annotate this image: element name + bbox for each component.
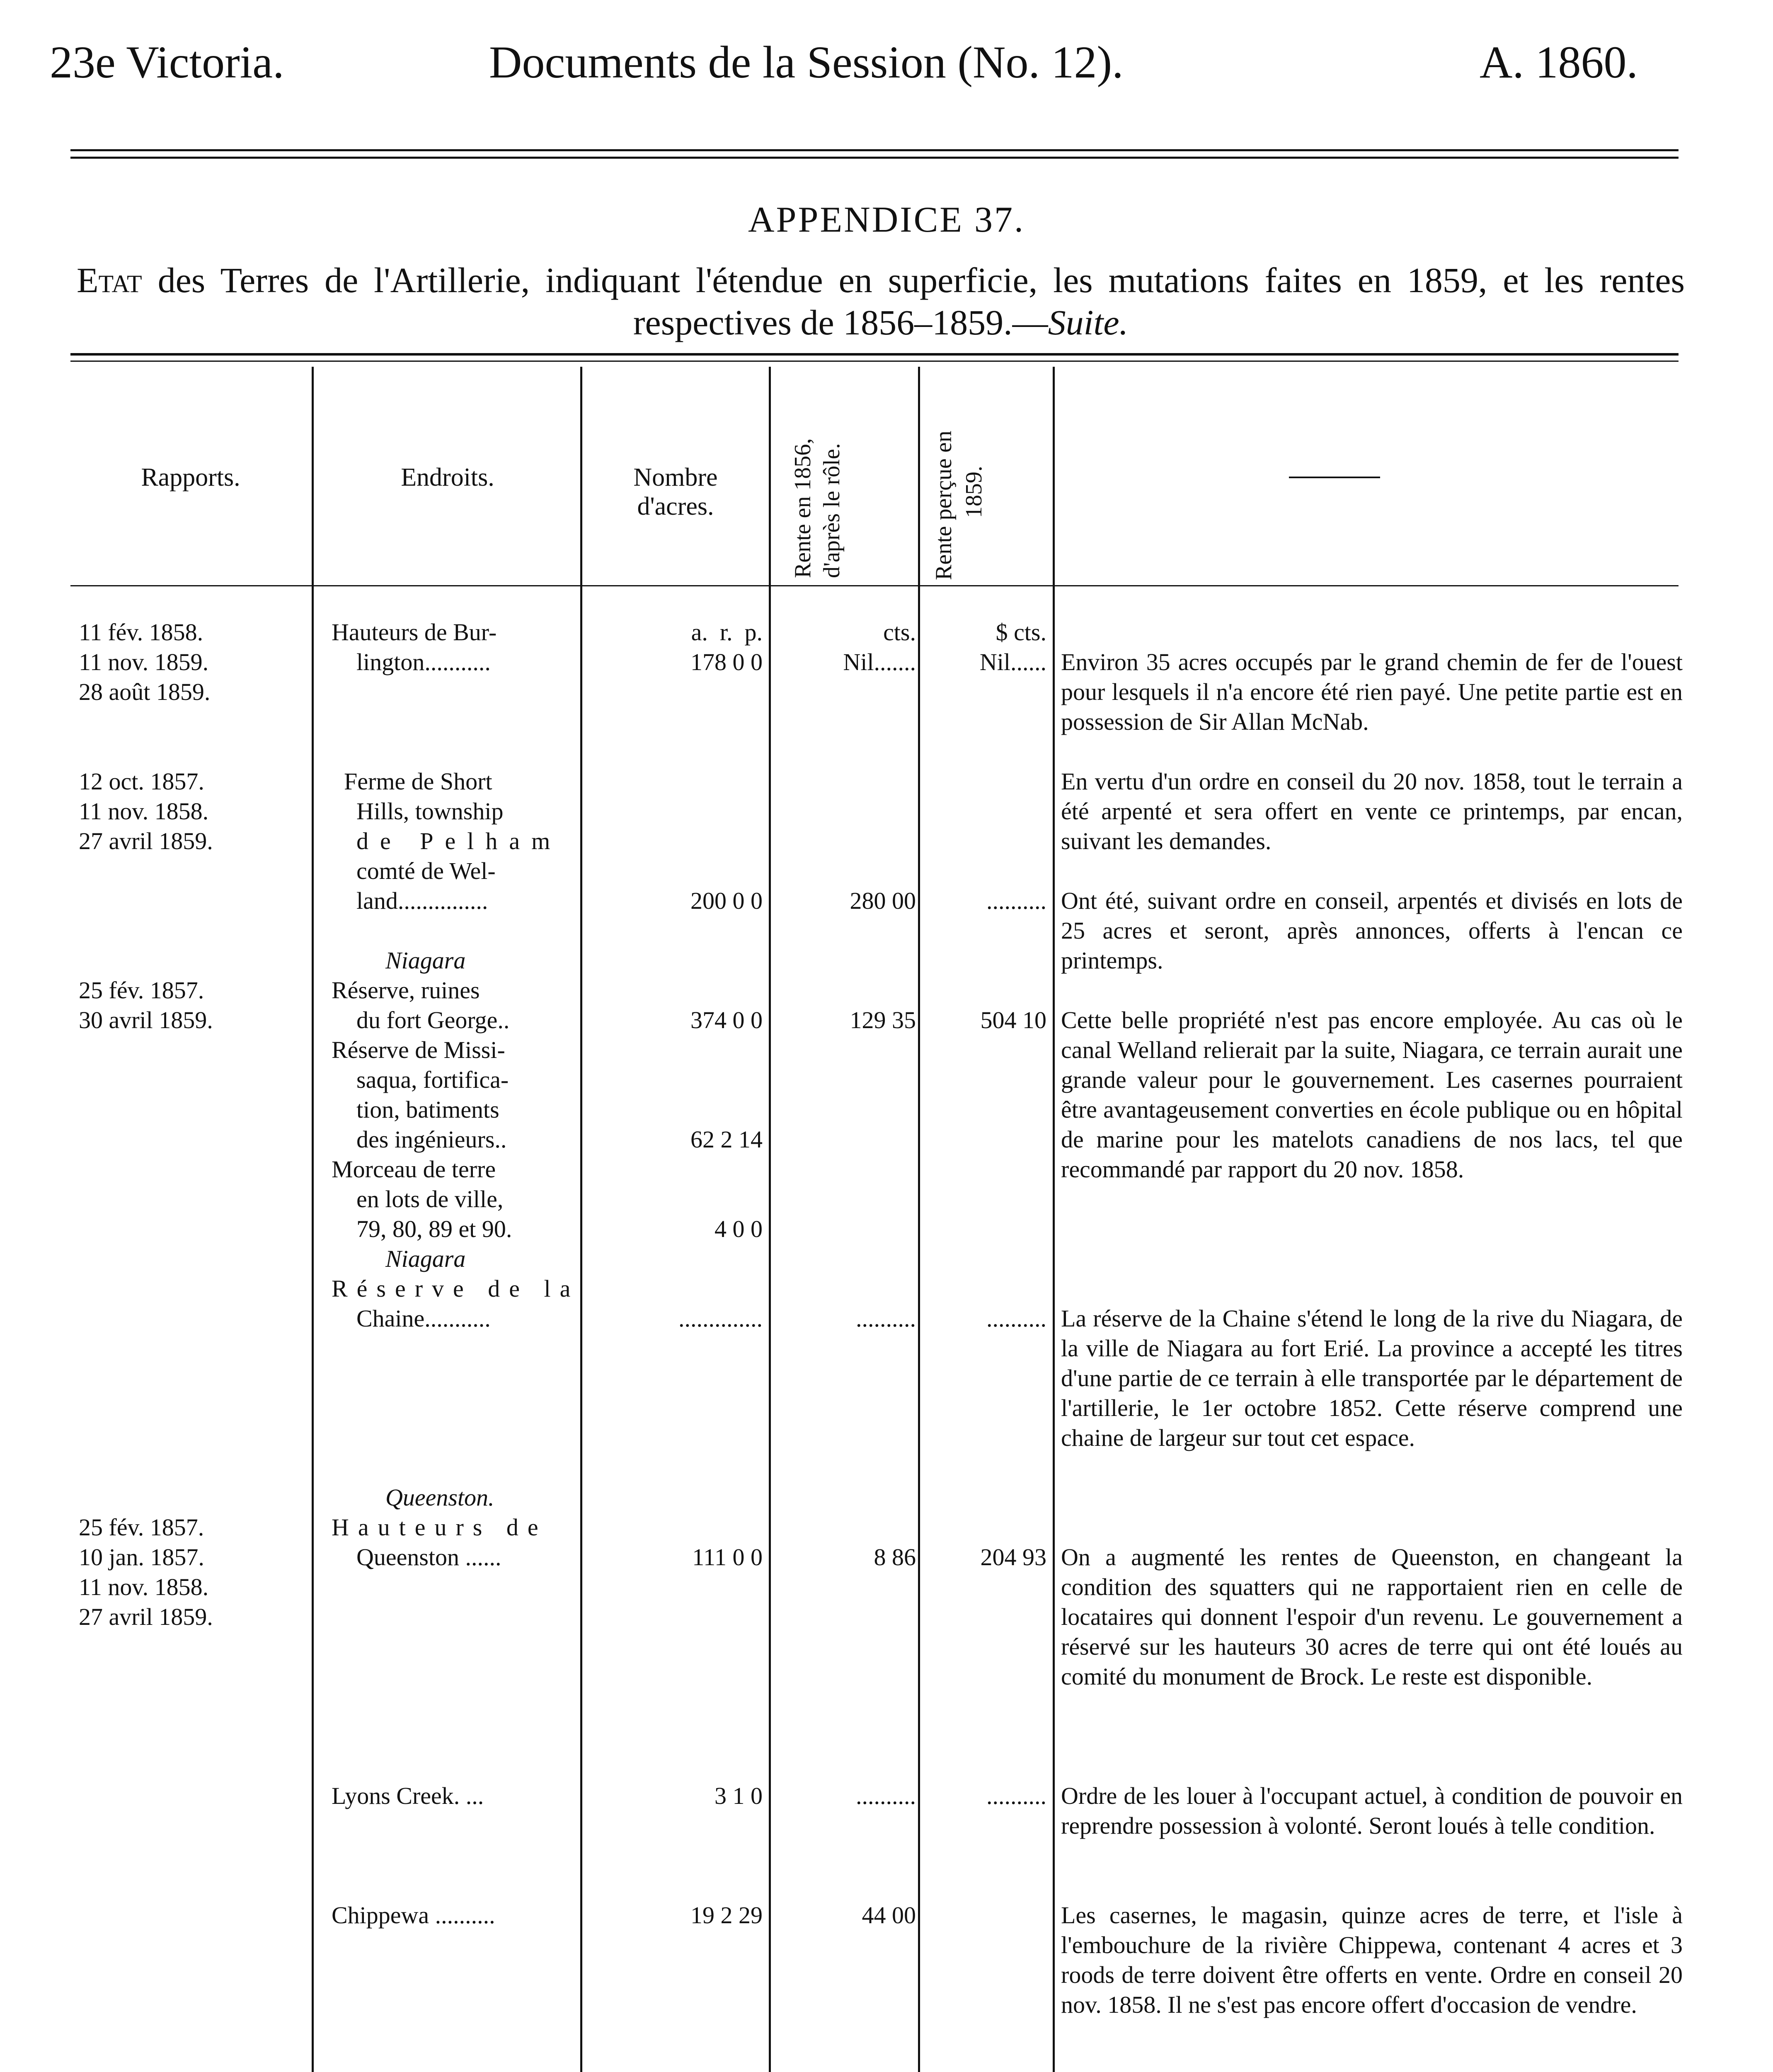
- rente-1859: 504 10: [980, 1007, 1046, 1034]
- rente-1856: ..........: [856, 1305, 916, 1332]
- rente-1856: 129 35: [850, 1007, 916, 1034]
- notes: Les casernes, le magasin, quinze acres de terre, et l'isle à l'embouchure de la rivière Chippewa, contenant 4 acres et 3 roods de terre doivent être offerts en vente. Ordre en conseil 20 nov. 1858. Il ne s'est pas encore offert d'occasion de vendre.: [1061, 1902, 1683, 2018]
- date: 27 avril 1859.: [79, 1603, 213, 1630]
- document-title: [77, 259, 1685, 344]
- unit-dollar-cts: $ cts.: [995, 619, 1046, 646]
- rente-1856: 44 00: [862, 1902, 916, 1929]
- rente-1859: ..........: [986, 1305, 1046, 1332]
- acres: 374 0 0: [690, 1007, 763, 1034]
- notes: En vertu d'un ordre en conseil du 20 nov. 1858, tout le terrain a été arpenté et sera offert en vente ce printemps, par encan, suivant les demandes.: [1061, 768, 1683, 854]
- column-rente-1856-b: d'après le rôle.: [819, 443, 845, 578]
- table-rule-top-1: [70, 353, 1679, 356]
- header-rule-bottom: [70, 157, 1679, 159]
- header-rule-top: [70, 149, 1679, 151]
- column-rente-1859-b: 1859.: [961, 466, 987, 518]
- acres: 111 0 0: [692, 1544, 763, 1571]
- divider-1: [312, 367, 314, 2072]
- title-smallcaps: Etat: [77, 260, 142, 300]
- notes: La réserve de la Chaine s'étend le long de la rive du Niagara, de la ville de Niagara au fort Erié. La province a accepté les titres d'une partie de ce terrain à elle transportée par le département de l'artillerie, le 1er octobre 1852. Cette réserve comprend une chaine de largeur sur tout cet espace.: [1061, 1305, 1683, 1451]
- column-rapports: Rapports.: [141, 463, 240, 491]
- acres: ..............: [678, 1305, 763, 1332]
- acres: 3 1 0: [715, 1782, 763, 1809]
- divider-3: [769, 367, 771, 2072]
- place-heading: Niagara: [385, 1245, 466, 1272]
- table-rule-top-2: [70, 361, 1679, 362]
- place: saqua, fortifica-: [356, 1066, 509, 1093]
- date: 11 nov. 1858.: [79, 798, 209, 825]
- acres: 62 2 14: [690, 1126, 763, 1153]
- place: lington...........: [356, 649, 491, 675]
- title-main: des Terres de l'Artillerie, indiquant l'étendue en superficie, les mutations faites en 1859, et les rentes respectives de 1856–1859.—: [142, 260, 1685, 342]
- place: Hauteurs de: [332, 1514, 547, 1541]
- date: 12 oct. 1857.: [79, 768, 204, 795]
- rente-1856: 280 00: [850, 887, 916, 914]
- date: 25 fév. 1857.: [79, 1514, 204, 1541]
- place: Chaine...........: [356, 1305, 491, 1332]
- notes: Environ 35 acres occupés par le grand chemin de fer de l'ouest pour lesquels il n'a encore été rien payé. Une petite partie est en possession de Sir Allan McNab.: [1061, 649, 1683, 735]
- column-nombre-line2: d'acres.: [637, 492, 714, 520]
- acres: 178 0 0: [690, 649, 763, 675]
- column-endroits: Endroits.: [401, 463, 494, 491]
- notes: On a augmenté les rentes de Queenston, en changeant la condition des squatters qui ne rapportaient rien en celle de locataires qui donnent l'espoir d'un revenu. Le gouvernement a réservé sur les hauteurs 30 acres de terre qui ont été loués au comité du monument de Brock. Le reste est disponible.: [1061, 1544, 1683, 1690]
- place: Ferme de Short: [344, 768, 492, 795]
- place: tion, batiments: [356, 1096, 499, 1123]
- place: 79, 80, 89 et 90.: [356, 1215, 512, 1242]
- place: Morceau de terre: [332, 1156, 496, 1183]
- place: Réserve de Missi-: [332, 1036, 505, 1063]
- place: land...............: [356, 887, 488, 914]
- rente-1856: ..........: [856, 1782, 916, 1809]
- column-notes-dash: [1289, 477, 1380, 478]
- place: Hauteurs de Bur-: [332, 619, 497, 646]
- notes: Ont été, suivant ordre en conseil, arpentés et divisés en lots de 25 acres et seront, après annonces, offerts à l'encan ce printemps.: [1061, 887, 1683, 974]
- place: Chippewa ..........: [332, 1902, 495, 1929]
- date: 25 fév. 1857.: [79, 977, 204, 1004]
- place: comté de Wel-: [356, 857, 496, 884]
- date: 11 nov. 1858.: [79, 1573, 209, 1600]
- rente-1859: Nil......: [979, 649, 1046, 675]
- date: 11 nov. 1859.: [79, 649, 209, 675]
- place-heading: Niagara: [385, 947, 466, 974]
- header-center: Documents de la Session (No. 12).: [489, 37, 1124, 87]
- notes: Cette belle propriété n'est pas encore employée. Au cas où le canal Welland relierait par la suite, Niagara, ce terrain aurait une grande valeur pour le gouvernement. Les casernes pourraient être avantageusement converties en école publique ou en hôpital de marine pour les matelots canadiens de nos lacs, tel que recommandé par rapport du 20 nov. 1858.: [1061, 1007, 1683, 1183]
- rente-1859: 204 93: [980, 1544, 1046, 1571]
- date: 28 août 1859.: [79, 678, 211, 705]
- date: 27 avril 1859.: [79, 828, 213, 854]
- place-heading: Queenston.: [385, 1484, 494, 1511]
- rente-1859: ..........: [986, 887, 1046, 914]
- date: 11 fév. 1858.: [79, 619, 203, 646]
- place: du fort George..: [356, 1007, 510, 1034]
- header-right: A. 1860.: [1480, 37, 1638, 87]
- date: 10 jan. 1857.: [79, 1544, 204, 1571]
- place: Queenston ......: [356, 1544, 501, 1571]
- place: Hills, township: [356, 798, 504, 825]
- appendix-title: APPENDICE 37.: [748, 200, 1025, 240]
- title-suite: Suite.: [1048, 303, 1129, 342]
- rente-1859: ..........: [986, 1782, 1046, 1809]
- date: 30 avril 1859.: [79, 1007, 213, 1034]
- column-rente-1856-a: Rente en 1856,: [790, 438, 816, 578]
- place: des ingénieurs..: [356, 1126, 507, 1153]
- rente-1856: 8 86: [874, 1544, 916, 1571]
- column-rente-1859-a: Rente perçue en: [931, 431, 957, 580]
- place: Réserve, ruines: [332, 977, 480, 1004]
- place: de Pelham: [356, 828, 562, 854]
- acres: 4 0 0: [715, 1215, 763, 1242]
- place: en lots de ville,: [356, 1186, 504, 1213]
- place: Lyons Creek. ...: [332, 1782, 484, 1809]
- header-left: 23e Victoria.: [50, 37, 284, 87]
- unit-arp: a. r. p.: [691, 619, 763, 646]
- acres: 200 0 0: [690, 887, 763, 914]
- place: Réserve de la: [332, 1275, 580, 1302]
- rente-1856: Nil.......: [843, 649, 916, 675]
- unit-cts: cts.: [883, 619, 916, 646]
- acres: 19 2 29: [690, 1902, 763, 1929]
- divider-4: [918, 367, 920, 2072]
- column-nombre-line1: Nombre: [633, 463, 718, 491]
- divider-5: [1053, 367, 1055, 2072]
- notes: Ordre de les louer à l'occupant actuel, à condition de pouvoir en reprendre possession à volonté. Seront loués à telle condition.: [1061, 1782, 1683, 1839]
